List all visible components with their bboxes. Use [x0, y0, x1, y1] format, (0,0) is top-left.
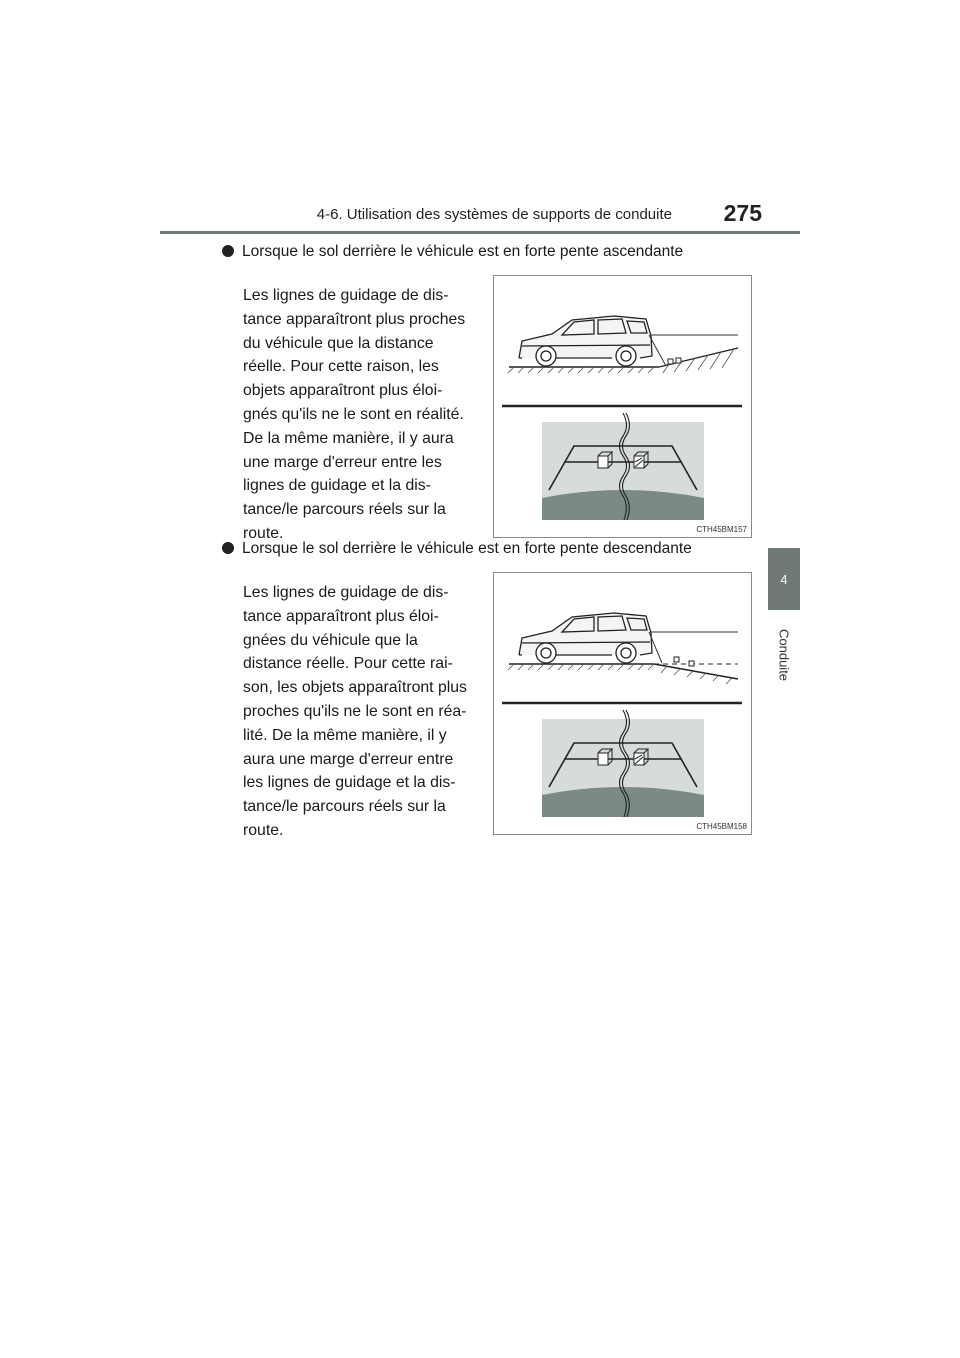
camera-view: [542, 710, 704, 817]
item-2-title: Lorsque le sol derrière le véhicule est en forte pente descendante: [242, 540, 692, 557]
text-line: lignes de guidage et la dis-: [243, 477, 431, 495]
text-line: distance réelle. Pour cette rai-: [243, 655, 453, 673]
text-line: De la même manière, il y aura: [243, 429, 454, 447]
page-number: 275: [723, 200, 762, 226]
item-2-paragraph: [243, 581, 478, 843]
chapter-tab-label: [768, 620, 800, 690]
text-line: aura une marge d'erreur entre: [243, 750, 454, 768]
car-side-icon: [519, 316, 652, 366]
chapter-number: 4: [780, 571, 788, 587]
text-line: les lignes de guidage et la dis-: [243, 774, 456, 792]
text-line: Les lignes de guidage de dis-: [243, 584, 449, 601]
text-line: tance apparaîtront plus proches: [243, 310, 466, 328]
text-line: tance/le parcours réels sur la: [243, 798, 446, 816]
bullet-icon: [222, 542, 234, 554]
text-line: réelle. Pour cette raison, les: [243, 358, 439, 376]
figure-downhill: [493, 572, 752, 835]
text-line: lité. De la même manière, il y: [243, 726, 447, 744]
text-line: tance/le parcours réels sur la: [243, 501, 446, 519]
text-line: une marge d'erreur entre les: [243, 453, 442, 471]
section-title: 4-6. Utilisation des systèmes de supports de conduite: [316, 206, 672, 223]
text-line: Les lignes de guidage de dis-: [243, 287, 449, 304]
text-line: son, les objets apparaîtront plus: [243, 679, 467, 697]
text-line: gnés qu'ils ne le sont en réalité.: [243, 405, 464, 423]
item-1-heading: [222, 243, 683, 261]
text-line: route.: [243, 524, 284, 542]
item-1-paragraph: [243, 284, 478, 546]
downhill-illustration: [494, 573, 751, 834]
text-line: tance apparaîtront plus éloi-: [243, 607, 439, 625]
figure-code: CTH45BM157: [696, 525, 747, 534]
uphill-illustration: [494, 276, 751, 537]
car-side-icon: [519, 613, 652, 663]
chapter-label: Conduite: [776, 628, 792, 682]
text-line: objets apparaîtront plus éloi-: [243, 382, 443, 400]
chapter-tab: [768, 548, 800, 610]
text-line: route.: [243, 821, 284, 839]
text-line: du véhicule que la distance: [243, 334, 434, 352]
camera-view: [542, 413, 704, 520]
item-1-title: Lorsque le sol derrière le véhicule est en forte pente ascendante: [242, 243, 684, 260]
text-line: gnées du véhicule que la: [243, 631, 418, 649]
figure-code: CTH45BM158: [696, 822, 747, 831]
header-rule: [160, 231, 800, 234]
bullet-icon: [222, 245, 234, 257]
text-line: proches qu'ils ne le sont en réa-: [243, 702, 467, 720]
figure-uphill: [493, 275, 752, 538]
item-2-heading: [222, 540, 692, 558]
